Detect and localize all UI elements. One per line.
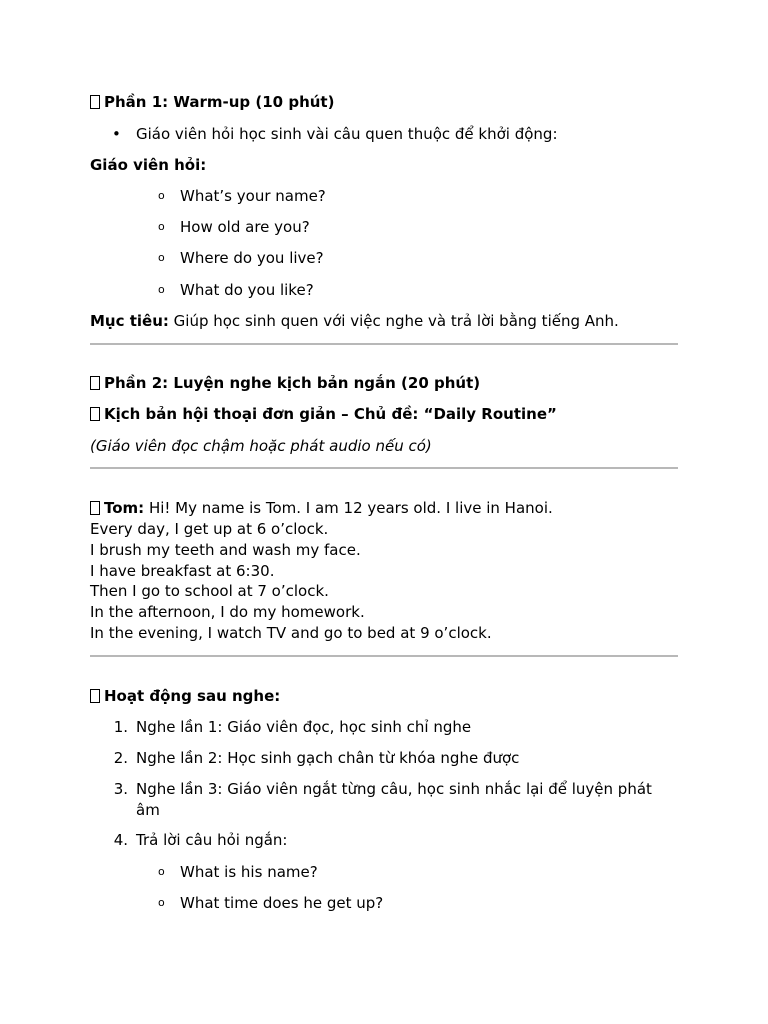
dialogue-first-line: Tom: Hi! My name is Tom. I am 12 years old. I live in Hanoi.	[90, 498, 553, 518]
dialogue-line: I have breakfast at 6:30.	[90, 562, 275, 580]
speaker-name: Tom:	[104, 499, 145, 517]
teacher-label: Giáo viên hỏi:	[90, 156, 207, 174]
clock-icon	[90, 95, 100, 109]
part2-heading: Phần 2: Luyện nghe kịch bản ngắn (20 phút)	[90, 373, 480, 393]
dialogue-line: I brush my teeth and wash my face.	[90, 541, 361, 559]
script-heading: Kịch bản hội thoại đơn giản – Chủ đề: “Daily Routine”	[90, 404, 557, 424]
dialogue-line: In the evening, I watch TV and go to bed at 9 o’clock.	[90, 624, 492, 642]
script-note: (Giáo viên đọc chậm hoặc phát audio nếu có)	[90, 437, 432, 455]
activity-icon	[90, 689, 100, 703]
goal-line	[90, 311, 619, 331]
divider	[90, 467, 678, 469]
script-icon	[90, 407, 100, 421]
dialogue-line: Then I go to school at 7 o’clock.	[90, 582, 329, 600]
dialogue-line: Every day, I get up at 6 o’clock.	[90, 520, 329, 538]
goal-label: Mục tiêu:	[90, 312, 169, 330]
dialogue-line: In the afternoon, I do my homework.	[90, 603, 365, 621]
divider	[90, 655, 678, 657]
headphones-icon	[90, 376, 100, 390]
bullet-glyph: •	[112, 125, 121, 143]
speaker-icon	[90, 501, 100, 515]
part1-heading: Phần 1: Warm-up (10 phút)	[90, 92, 334, 112]
divider	[90, 343, 678, 345]
post-heading: Hoạt động sau nghe:	[90, 686, 280, 706]
goal-text: Giúp học sinh quen với việc nghe và trả lời bằng tiếng Anh.	[168, 312, 619, 330]
